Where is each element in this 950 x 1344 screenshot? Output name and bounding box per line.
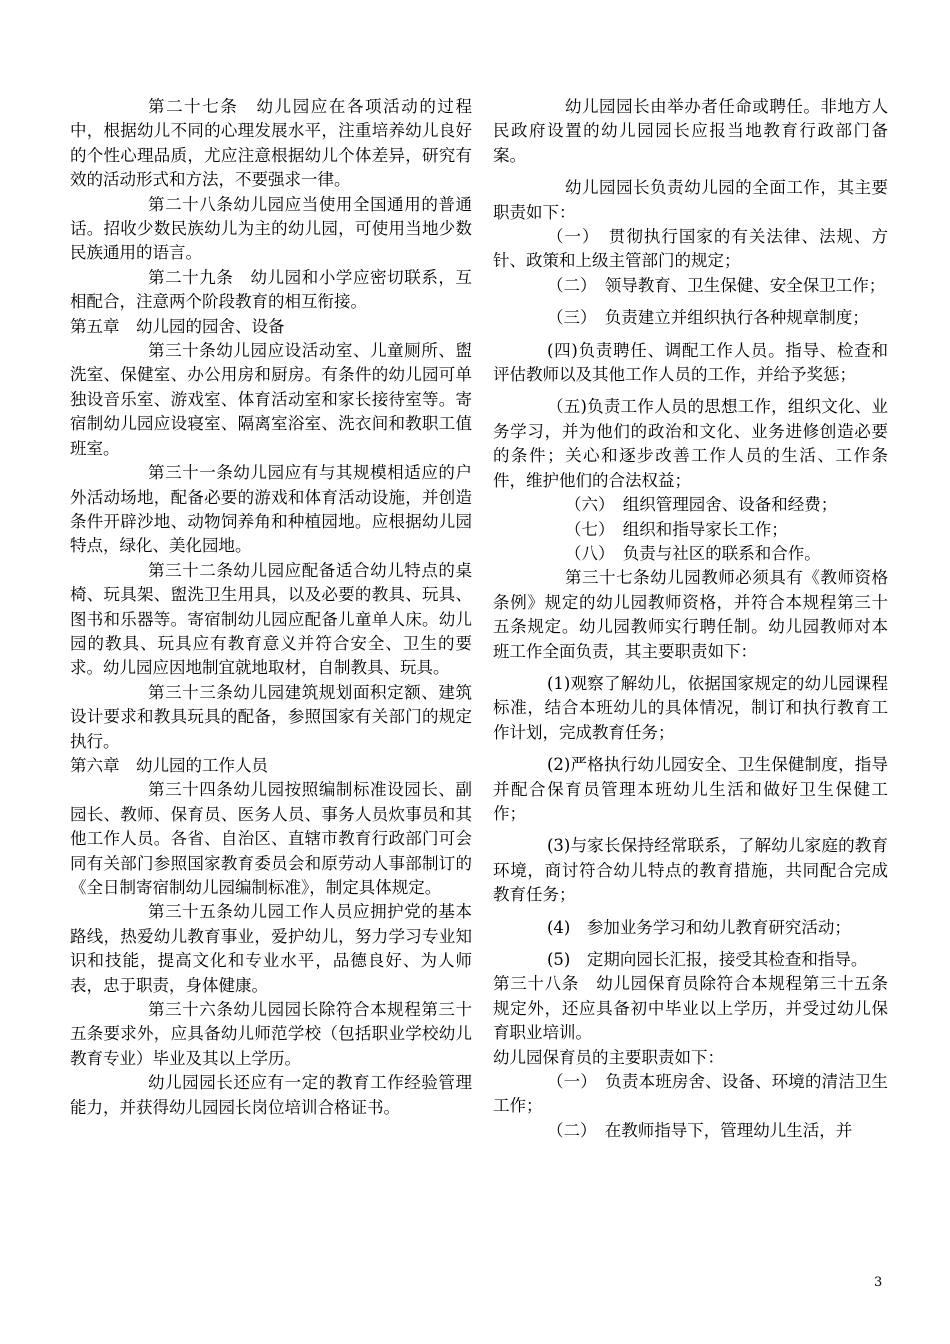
article-33: 第三十三条幼儿园建筑规划面积定额、建筑设计要求和教具玩具的配备，参照国家有关部门的规定执行。 [70, 682, 472, 751]
article-34: 第三十四条幼儿园按照编制标准设园长、副园长、教师、保育员、医务人员、事务人员炊事员和其他工作人员。各省、自治区、直辖市教育行政部门可会同有关部门参照国家教育委员会和原劳动人事部制订的《全日制寄宿制幼儿园编制标准》，制定具体规定。 [70, 780, 472, 897]
right-column [493, 95, 888, 1143]
principal-duty-6: （六） 组织管理园舍、设备和经费； [565, 495, 838, 515]
caregiver-duties-intro: 幼儿园保育员的主要职责如下： [493, 1047, 724, 1067]
article-36: 第三十六条幼儿园园长除符合本规程第三十五条要求外，应具备幼儿师范学校（包括职业学校幼儿教育专业）毕业及其以上学历。 [70, 1000, 472, 1068]
article-30: 第三十条幼儿园应设活动室、儿童厕所、盥洗室、保健室、办公用房和厨房。有条件的幼儿园可单独设音乐室、游戏室、体育活动室和家长接待室等。寄宿制幼儿园应设寝室、隔离室浴室、洗衣间和教职工值班室。 [70, 341, 472, 458]
principal-duty-8: （八） 负责与社区的联系和合作。 [565, 543, 821, 563]
article-37: 第三十七条幼儿园教师必须具有《教师资格条例》规定的幼儿园教师资格，并符合本规程第三十五条规定。幼儿园教师实行聘任制。幼儿园教师对本班工作全面负责，其主要职责如下： [493, 568, 888, 661]
principal-appointment: 幼儿园园长由举办者任命或聘任。非地方人民政府设置的幼儿园园长应报当地教育行政部门备案。 [493, 97, 888, 165]
article-38: 第三十八条 幼儿园保育员除符合本规程第三十五条规定外，还应具备初中毕业以上学历，并受过幼儿保育职业培训。 [493, 974, 888, 1043]
article-29: 第二十九条 幼儿园和小学应密切联系，互相配合，注意两个阶段教育的相互衔接。 [70, 267, 472, 312]
principal-duty-1: （一） 贯彻执行国家的有关法律、法规、方针、政策和上级主管部门的规定； [493, 227, 888, 271]
article-32: 第三十二条幼儿园应配备适合幼儿特点的桌椅、玩具架、盥洗卫生用具，以及必要的教具、玩具、图书和乐器等。寄宿制幼儿园应配备儿童单人床。幼儿园的教具、玩具应有教育意义并符合安全、卫生的要求。幼儿园应因地制宜就地取材，自制教具、玩具。 [70, 560, 472, 678]
principal-duty-4: (四)负责聘任、调配工作人员。指导、检查和评估教师以及其他工作人员的工作，并给予奖惩； [493, 340, 888, 385]
article-35: 第三十五条幼儿园工作人员应拥护党的基本路线，热爱幼儿教育事业，爱护幼儿，努力学习专业知识和技能，提高文化和专业水平，品德良好、为人师表，忠于职责，身体健康。 [70, 902, 472, 995]
principal-duties-intro: 幼儿园园长负责幼儿园的全面工作，其主要职责如下： [493, 178, 888, 222]
teacher-duty-4: (4) 参加业务学习和幼儿教育研究活动； [547, 917, 851, 937]
article-36-para-2: 幼儿园园长还应有一定的教育工作经验管理能力，并获得幼儿园园长岗位培训合格证书。 [70, 1073, 472, 1117]
article-28: 第二十八条幼儿园应当使用全国通用的普通话。招收少数民族幼儿为主的幼儿园，可使用当地少数民族通用的语言。 [70, 194, 472, 263]
teacher-duty-1: (1)观察了解幼儿，依据国家规定的幼儿园课程标准，结合本班幼儿的具体情况，制订和执行教育工作计划，完成教育任务； [493, 673, 888, 742]
teacher-duty-3: (3)与家长保持经常联系，了解幼儿家庭的教育环境，商讨符合幼儿特点的教育措施，共同配合完成教育任务； [493, 836, 888, 905]
principal-duty-3: （三） 负责建立并组织执行各种规章制度； [547, 308, 869, 328]
caregiver-duty-2: （二） 在教师指导下，管理幼儿生活，并 [547, 1120, 853, 1140]
chapter-6-heading: 第六章 幼儿园的工作人员 [70, 755, 268, 775]
article-27: 第二十七条 幼儿园应在各项活动的过程中，根据幼儿不同的心理发展水平，注重培养幼儿良好的个性心理品质，尤应注意根据幼儿个体差异，研究有效的活动形式和方法，不要强求一律。 [70, 97, 472, 190]
caregiver-duty-1: （一） 负责本班房舍、设备、环境的清洁卫生工作； [493, 1072, 888, 1116]
teacher-duty-5: (5) 定期向园长汇报，接受其检查和指导。 [547, 950, 868, 969]
principal-duty-7: （七） 组织和指导家长工作； [565, 519, 788, 539]
principal-duty-2: （二） 领导教育、卫生保健、安全保卫工作； [547, 275, 886, 295]
chapter-5-heading: 第五章 幼儿园的园舍、设备 [70, 316, 285, 336]
left-column [70, 95, 472, 1120]
article-31: 第三十一条幼儿园应有与其规模相适应的户外活动场地，配备必要的游戏和体育活动设施，并创造条件开辟沙地、动物饲养角和种植园地。应根据幼儿园特点，绿化、美化园地。 [70, 463, 472, 556]
teacher-duty-2: (2)严格执行幼儿园安全、卫生保健制度，指导并配合保育员管理本班幼儿生活和做好卫生保健工作； [493, 755, 888, 823]
page-number: 3 [874, 1275, 883, 1290]
principal-duty-5: （五)负责工作人员的思想工作，组织文化、业务学习，并为他们的政治和文化、业务进修创造必要的条件；关心和逐步改善工作人员的生活、工作条件，维护他们的合法权益； [493, 397, 888, 490]
